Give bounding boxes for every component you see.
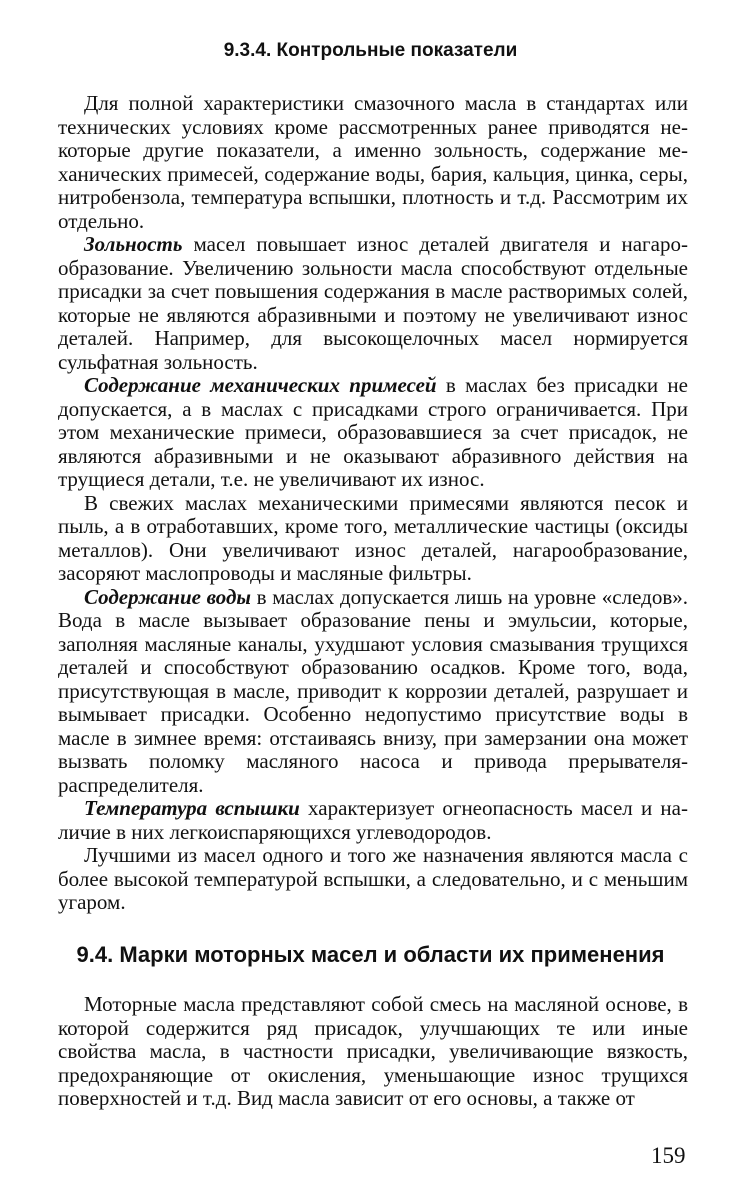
page-number: 159 [651, 1143, 686, 1168]
section-heading-9-3-4: 9.3.4. Контрольные показатели [223, 40, 518, 61]
term-mechanical-impurities: Содержание механических примесей [84, 373, 437, 397]
paragraph-best-oils [58, 844, 688, 915]
paragraph-text: Для полной характеристики смазочного масла в стандартах или технических условиях кроме рассмотренных ранее приводятся некоторые другие показатели, а именно зольность, содержание механических примесей, содержание воды, бария, кальция, цинка, серы, нитробензола, температура вспышки, плотность и т.д. Рассмотрим их отдельно. [58, 91, 688, 233]
paragraph-ash-content [58, 233, 688, 374]
section-heading-9-4: 9.4. Марки моторных масел и области их применения [76, 942, 665, 967]
paragraph-fresh-oils [58, 492, 688, 586]
paragraph-water-content [58, 586, 688, 798]
paragraph-text: В свежих маслах механическими примесями являются песок и пыль, а в отработавших, кроме того, металлические частицы (оксиды металлов). Они увеличивают износ деталей, нагарообразование, засоряют маслопроводы и масляные фильтры. [58, 490, 688, 585]
paragraph-text: в маслах допускается лишь на уровне «следов». Вода в масле вызывает образование пены и эмульсии, которые, заполняя масляные каналы, ухудшают условия смазывания трущихся деталей и способствуют образованию осадков. Кроме того, вода, присутствующая в масле, приводит к коррозии деталей, разрушает и вымывает присадки. Особенно недопустимо присутствие воды в масле в зимнее время: отстаиваясь внизу, при замерзании она может вызвать поломку масляного насоса и привода прерывателя-распределителя. [58, 584, 688, 797]
section-body-9-3-4 [58, 92, 688, 915]
paragraph-mechanical-impurities [58, 374, 688, 492]
term-ash-content: Зольность [84, 232, 183, 256]
paragraph-intro [58, 92, 688, 233]
paragraph-motor-oils [58, 993, 688, 1111]
paragraph-text: характеризует огнеопасность масел и наличие в них легкоиспаряющихся углеводородов. [58, 796, 688, 844]
term-flash-point: Температура вспышки [84, 796, 300, 820]
paragraph-text: Лучшими из масел одного и того же назначения являются масла с более высокой температурой вспышки, а следовательно, и с меньшим угаром. [58, 843, 688, 914]
section-body-9-4 [58, 993, 688, 1111]
paragraph-flash-point [58, 797, 688, 844]
paragraph-text: масел повышает износ деталей двигателя и нагарообразование. Увеличению зольности масла способствуют отдельные присадки за счет повышения содержания в масле растворимых солей, которые не являются абразивными и поэтому не увеличивают износ деталей. Например, для высокощелочных масел нормируется сульфатная зольность. [58, 232, 688, 374]
paragraph-text: в маслах без присадки не допускается, а в маслах с присадками строго ограничивается. При этом механические примеси, образовавшиеся за счет присадок, не являются абразивными и не оказывают абразивного действия на трущиеся детали, т.е. не увеличивают их износ. [58, 373, 688, 491]
term-water-content: Содержание воды [84, 584, 251, 609]
paragraph-text: Моторные масла представляют собой смесь на масляной основе, в которой содержится ряд присадок, улучшающих те или иные свойства масла, в частности присадки, увеличивающие вязкость, предохраняющие от окисления, уменьшающие износ трущихся поверхностей и т.д. Вид масла зависит от его основы, а также от [58, 992, 688, 1110]
